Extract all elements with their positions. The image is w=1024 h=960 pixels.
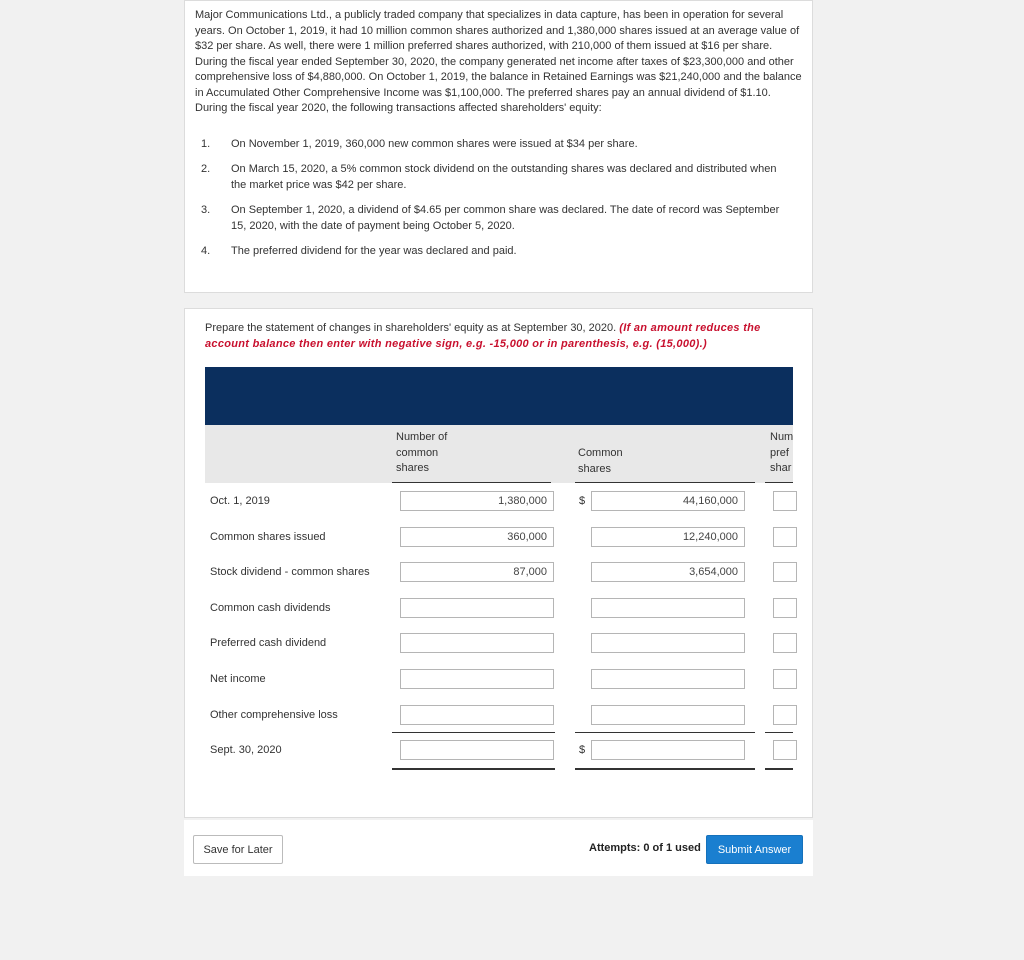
column-header-line: Num	[770, 431, 793, 443]
common-cash-dividends-number-input[interactable]	[400, 598, 554, 618]
total-double-rule	[392, 768, 555, 770]
preferred-cash-dividend-amount-input[interactable]	[591, 633, 745, 653]
transaction-item	[195, 162, 791, 193]
preferred-cash-dividend-number-input[interactable]	[400, 633, 554, 653]
row-label-net-income: Net income	[210, 673, 266, 685]
question-hint: (If an amount reduces the account balance then enter with negative sign, e.g. -15,000 or in parenthesis, e.g. (15,000).)	[205, 322, 761, 350]
column-header-number-of-common-shares	[396, 430, 447, 477]
column-header-line: Number of	[396, 431, 448, 443]
column-header-line: pref	[770, 446, 789, 459]
column-header-line: shares	[578, 462, 612, 475]
question-panel	[184, 308, 813, 818]
column-header-line: shar	[770, 462, 792, 474]
problem-panel	[184, 0, 813, 293]
common-shares-issued-preferred-input[interactable]	[773, 527, 797, 547]
attempts-counter: Attempts: 0 of 1 used	[589, 842, 701, 854]
column-header-line: shares	[396, 462, 430, 474]
row-label-common-cash-dividends: Common cash dividends	[210, 602, 331, 614]
question-prompt	[205, 320, 805, 352]
total-double-rule	[575, 768, 755, 770]
footer-bar	[184, 820, 813, 876]
row-label-preferred-cash-dividend: Preferred cash dividend	[210, 637, 327, 649]
column-header-line: Common	[578, 447, 623, 459]
currency-symbol: $	[579, 744, 586, 756]
row-label-sept-30-2020: Sept. 30, 2020	[210, 744, 282, 756]
save-for-later-button[interactable]: Save for Later	[193, 835, 283, 864]
submit-answer-button[interactable]: Submit Answer	[706, 835, 803, 864]
stock-dividend-preferred-input[interactable]	[773, 562, 797, 582]
preferred-cash-dividend-preferred-input[interactable]	[773, 633, 797, 653]
common-shares-issued-number-input[interactable]	[400, 527, 554, 547]
transaction-text: The preferred dividend for the year was declared and paid.	[231, 245, 517, 257]
total-double-rule	[765, 768, 793, 770]
row-label-oct-1-2019: Oct. 1, 2019	[210, 495, 270, 507]
subtotal-rule	[765, 732, 793, 733]
sept-30-2020-common-shares-input[interactable]	[591, 740, 745, 760]
column-header-line: common	[396, 446, 439, 459]
net-income-preferred-input[interactable]	[773, 669, 797, 689]
column-header-row	[205, 425, 793, 483]
common-cash-dividends-amount-input[interactable]	[591, 598, 745, 618]
sept-30-2020-number-of-preferred-shares-input[interactable]	[773, 740, 797, 760]
problem-text: Major Communications Ltd., a publicly traded company that specializes in data capture, has been in operation for several years. On October 1, 2019, it had 10 million common shares authorized and 1,380,000 shares issued at an average value of $32 per share. As well, there were 1 million preferred shares authorized, with 210,000 of them issued at $16 per share. During the fiscal year ended September 30, 2020, the company generated net income after taxes of $23,300,000 and other comprehensive loss of $4,880,000. On October 1, 2019, the balance in Retained Earnings was $21,240,000 and the balance in Accumulated Other Comprehensive Income was $1,100,000. The preferred shares pay an annual dividend of $1.10. During the fiscal year 2020, the following transactions affected shareholders' equity:	[195, 9, 802, 114]
column-header-common-shares	[578, 446, 623, 477]
other-comprehensive-loss-amount-input[interactable]	[591, 705, 745, 725]
row-label-common-shares-issued: Common shares issued	[210, 531, 326, 543]
transaction-number: 3.	[201, 204, 211, 216]
transaction-item	[195, 137, 791, 153]
transaction-item	[195, 244, 791, 260]
other-comprehensive-loss-preferred-input[interactable]	[773, 705, 797, 725]
transaction-text: On September 1, 2020, a dividend of $4.65 per common share was declared. The date of record was September 15, 2020, with the date of payment being October 5, 2020.	[231, 204, 780, 232]
row-label-other-comprehensive-loss: Other comprehensive loss	[210, 709, 338, 721]
column-header-number-of-preferred-shares	[770, 430, 793, 477]
sept-30-2020-number-of-common-shares-input[interactable]	[400, 740, 554, 760]
common-cash-dividends-preferred-input[interactable]	[773, 598, 797, 618]
transaction-text: On March 15, 2020, a 5% common stock dividend on the outstanding shares was declared and distributed when the market price was $42 per share.	[231, 163, 777, 191]
transaction-item	[195, 203, 791, 234]
subtotal-rule	[392, 732, 555, 733]
transaction-list	[195, 137, 802, 260]
transaction-number: 2.	[201, 163, 211, 175]
oct-1-2019-number-of-common-shares-input[interactable]	[400, 491, 554, 511]
transaction-number: 4.	[201, 245, 211, 257]
stock-dividend-number-input[interactable]	[400, 562, 554, 582]
transaction-number: 1.	[201, 137, 211, 150]
net-income-number-input[interactable]	[400, 669, 554, 689]
stock-dividend-amount-input[interactable]	[591, 562, 745, 582]
column-header-underline	[392, 482, 551, 483]
subtotal-rule	[575, 732, 755, 733]
column-header-underline	[575, 482, 755, 483]
common-shares-issued-amount-input[interactable]	[591, 527, 745, 547]
other-comprehensive-loss-number-input[interactable]	[400, 705, 554, 725]
question-instruction: Prepare the statement of changes in shareholders' equity as at September 30, 2020.	[205, 322, 620, 334]
row-label-stock-dividend: Stock dividend - common shares	[210, 566, 370, 578]
oct-1-2019-number-of-preferred-shares-input[interactable]	[773, 491, 797, 511]
net-income-amount-input[interactable]	[591, 669, 745, 689]
column-header-underline	[765, 482, 793, 483]
transaction-text: On November 1, 2019, 360,000 new common shares were issued at $34 per share.	[231, 137, 638, 150]
table-header-bar	[205, 367, 793, 425]
currency-symbol: $	[579, 495, 586, 507]
oct-1-2019-common-shares-input[interactable]	[591, 491, 745, 511]
